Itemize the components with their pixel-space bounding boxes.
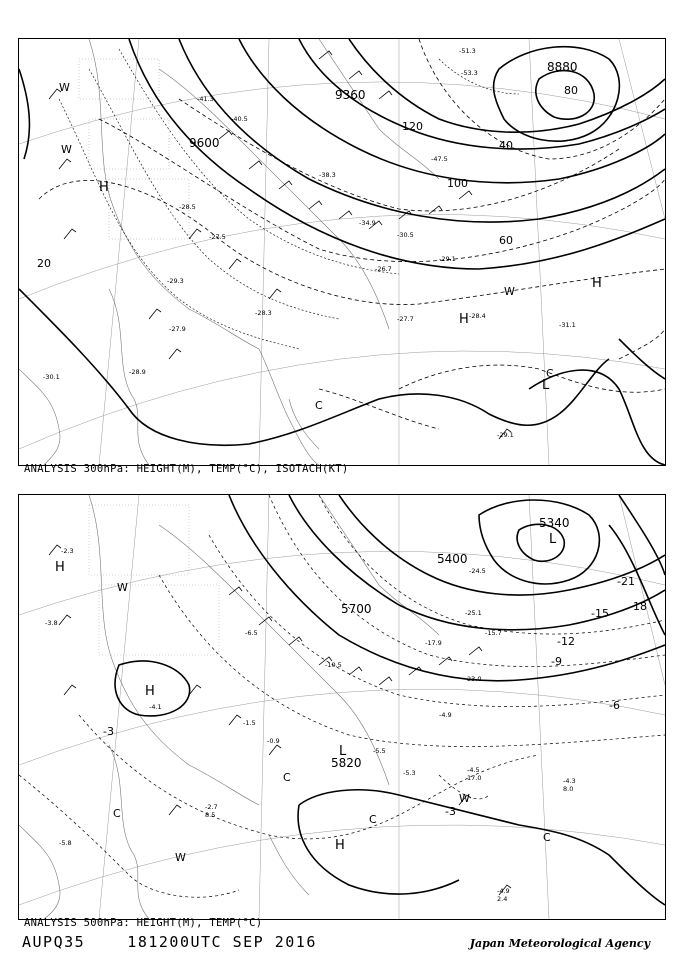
isotach-label: 60 [499,234,513,247]
height-label: 9360 [335,88,366,102]
height-contours [19,39,665,465]
temp-sample: -4.5 [467,766,480,774]
temp-sample: -4.9 [439,711,452,719]
map-500hpa-chart [19,495,665,919]
temp-sample: -47.5 [431,155,448,163]
temp-sample: -41.3 [197,95,214,103]
temp-contour-label: -9 [551,655,562,668]
cold-center: C [546,367,554,380]
temp-sample: -28.3 [255,309,272,317]
temp-sample: -24.5 [469,567,486,575]
isotach-label: 120 [402,120,423,133]
temp-sample: -34.9 [359,219,376,227]
temp-sample: -6.5 [245,629,258,637]
height-label: 9600 [189,136,220,150]
temp-sample: -28.9 [129,368,146,376]
warm-center: W [504,285,515,298]
temp-sample: -30.1 [43,373,60,381]
temp-sample: -15.7 [485,629,502,637]
temp-sample: 8.5 [205,811,216,819]
temp-contour-label: -15 [591,607,609,620]
temp-contour-label: -6 [609,699,620,712]
temp-sample: -5.3 [403,769,416,777]
bulletin-code: AUPQ35 181200UTC SEP 2016 [22,933,317,951]
low-center: L [542,378,550,393]
temp-sample: -26.7 [375,265,392,273]
temp-sample: -29.3 [167,277,184,285]
temp-contour-label: -12 [557,635,575,648]
high-center: H [459,312,469,327]
temp-sample: -28.4 [469,312,486,320]
height-contours [115,495,665,905]
temp-sample: -25.1 [465,609,482,617]
high-center: H [145,684,155,699]
warm-center: W [59,81,70,94]
cold-center: C [113,807,121,820]
high-center: H [592,276,602,291]
temp-sample: -28.5 [179,203,196,211]
height-label: 8880 [547,60,578,74]
hatching [79,59,189,239]
temp-sample: -5.8 [59,839,72,847]
isotach-label: 80 [564,84,578,97]
isotach-label: 40 [499,139,513,152]
temp-sample: -4.1 [149,703,162,711]
temp-sample: -29.1 [497,431,514,439]
panel-caption: ANALYSIS 300hPa: HEIGHT(M), TEMP(°C), ISOTACH(KT) [24,463,349,475]
wind-barbs [49,51,511,439]
graticule [19,495,665,919]
temp-sample: -27.9 [169,325,186,333]
temp-sample: -30.5 [397,231,414,239]
temp-contour-label: -3 [103,725,114,738]
height-label: 5700 [341,602,372,616]
temperature-contours [59,49,519,349]
cold-center: C [283,771,291,784]
cold-center: C [369,813,377,826]
temp-sample: -2.3 [61,547,74,555]
warm-center: W [459,792,470,805]
temp-contour-label: -21 [617,575,635,588]
temp-sample: -40.5 [231,115,248,123]
panel-caption: ANALYSIS 500hPa: HEIGHT(M), TEMP(°C) [24,917,263,929]
coastline [19,39,439,465]
temp-sample: -2.7 [205,803,218,811]
height-label: 5400 [437,552,468,566]
temp-sample: -27.5 [209,233,226,241]
map-300hpa-chart [19,39,665,465]
temp-samples [43,47,576,439]
temp-sample: 23.0 [467,675,482,683]
wind-barbs [49,545,511,895]
temp-sample: 8.0 [563,785,574,793]
map-500hpa [18,494,666,920]
warm-center: W [117,581,128,594]
temp-sample: -3.8 [45,619,58,627]
temp-sample: -5.5 [373,747,386,755]
temp-sample: -0.9 [267,737,280,745]
temp-sample: -51.3 [459,47,476,55]
high-center: H [55,560,65,575]
warm-center: W [175,851,186,864]
temp-sample: 2.4 [497,895,508,903]
temp-samples [45,547,576,903]
temp-sample: 17.0 [467,774,482,782]
temp-sample: -53.3 [461,69,478,77]
isotach-label: 100 [447,177,468,190]
low-center: L [339,744,347,759]
low-center: L [549,532,557,547]
high-center: H [335,838,345,853]
temp-sample: -27.7 [397,315,414,323]
agency-name: Japan Meteorological Agency [469,937,650,950]
height-label: 5820 [331,756,362,770]
high-center: H [99,180,109,195]
temp-sample: -31.1 [559,321,576,329]
warm-center: W [61,143,72,156]
temp-contour-label: -18 [629,600,647,613]
map-300hpa [18,38,666,466]
cold-center: C [315,399,323,412]
temp-sample: -17.9 [425,639,442,647]
temp-sample: -38.3 [319,171,336,179]
temp-sample: -29.1 [439,255,456,263]
hatching [89,505,219,655]
temperature-contours [19,495,665,897]
temp-contour-label: -3 [445,805,456,818]
temp-sample: -1.5 [243,719,256,727]
isotach-label: 20 [37,257,51,270]
temp-sample: -4.9 [497,887,510,895]
height-label: 5340 [539,516,570,530]
temp-sample: -4.3 [563,777,576,785]
graticule [19,39,665,465]
cold-center: C [543,831,551,844]
temp-sample: -10.5 [325,661,342,669]
